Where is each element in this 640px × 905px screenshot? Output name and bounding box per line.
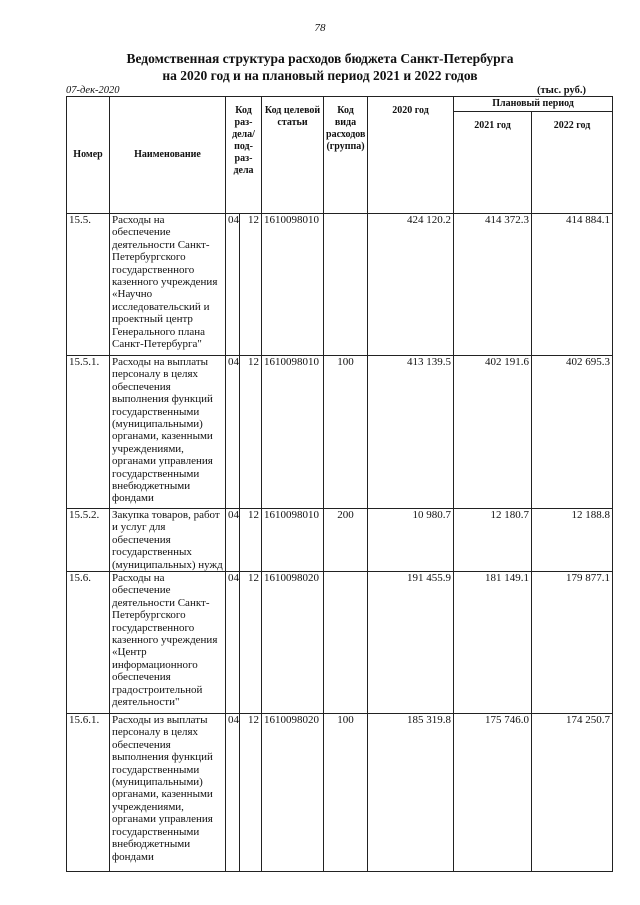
row-section: 04 bbox=[226, 572, 240, 714]
title-line-2: на 2020 год и на плановый период 2021 и 2022 годов bbox=[162, 68, 478, 83]
header-2021: 2021 год bbox=[454, 112, 532, 214]
row-number: 15.5.2. bbox=[67, 509, 110, 572]
row-2020: 413 139.5 bbox=[368, 356, 454, 509]
row-number: 15.6.1. bbox=[67, 714, 110, 872]
table-row bbox=[67, 509, 613, 572]
row-section: 04 bbox=[226, 714, 240, 872]
page-number: 78 bbox=[314, 22, 326, 34]
header-2022: 2022 год bbox=[532, 112, 613, 214]
row-name: Расходы на обеспечение деятельности Санкт-Петербургского государственного казенного учреждения «Научно исследовательский и проектный центр Генерального плана Санкт-Петербурга" bbox=[110, 214, 226, 356]
row-section: 04 bbox=[226, 509, 240, 572]
row-target: 1610098010 bbox=[262, 509, 324, 572]
header-name: Наименование bbox=[110, 97, 226, 214]
header-expense: Код вида расходов (группа) bbox=[324, 97, 368, 214]
row-target: 1610098010 bbox=[262, 214, 324, 356]
row-2020: 185 319.8 bbox=[368, 714, 454, 872]
row-2022: 174 250.7 bbox=[532, 714, 613, 872]
header-section: Код раз- дела/ под- раз- дела bbox=[226, 97, 262, 214]
row-2020: 424 120.2 bbox=[368, 214, 454, 356]
row-name: Расходы на выплаты персоналу в целях обеспечения выполнения функций государственными (муниципальными) органами, казенными учреждениями, органами управления государственными внебюджетными фондами bbox=[110, 356, 226, 509]
budget-table bbox=[66, 96, 613, 872]
row-target: 1610098020 bbox=[262, 572, 324, 714]
row-section: 04 bbox=[226, 356, 240, 509]
row-2020: 191 455.9 bbox=[368, 572, 454, 714]
row-2022: 179 877.1 bbox=[532, 572, 613, 714]
row-expense: 100 bbox=[324, 356, 368, 509]
row-expense bbox=[324, 214, 368, 356]
header-2020: 2020 год bbox=[368, 97, 454, 214]
title-line-1: Ведомственная структура расходов бюджета Санкт-Петербурга bbox=[126, 51, 514, 66]
row-2021: 175 746.0 bbox=[454, 714, 532, 872]
table-row bbox=[67, 714, 613, 872]
row-expense: 200 bbox=[324, 509, 368, 572]
table-row bbox=[67, 572, 613, 714]
row-name: Закупка товаров, работ и услуг для обеспечения государственных (муниципальных) нужд bbox=[110, 509, 226, 572]
header-target: Код целевой статьи bbox=[262, 97, 324, 214]
table-row bbox=[67, 356, 613, 509]
header-number: Номер bbox=[67, 97, 110, 214]
row-subsection: 12 bbox=[240, 714, 262, 872]
row-target: 1610098010 bbox=[262, 356, 324, 509]
table-row bbox=[67, 214, 613, 356]
row-subsection: 12 bbox=[240, 572, 262, 714]
row-section: 04 bbox=[226, 214, 240, 356]
row-number: 15.5.1. bbox=[67, 356, 110, 509]
row-number: 15.6. bbox=[67, 572, 110, 714]
row-subsection: 12 bbox=[240, 356, 262, 509]
document-date: 07-дек-2020 bbox=[66, 85, 120, 96]
document-title bbox=[0, 50, 640, 84]
row-2021: 414 372.3 bbox=[454, 214, 532, 356]
row-expense: 100 bbox=[324, 714, 368, 872]
row-name: Расходы на обеспечение деятельности Санкт-Петербургского государственного казенного учреждения «Центр информационного обеспечения градостроительной деятельности" bbox=[110, 572, 226, 714]
row-subsection: 12 bbox=[240, 509, 262, 572]
row-number: 15.5. bbox=[67, 214, 110, 356]
row-2022: 414 884.1 bbox=[532, 214, 613, 356]
units-label: (тыс. руб.) bbox=[537, 85, 586, 96]
row-2021: 181 149.1 bbox=[454, 572, 532, 714]
row-subsection: 12 bbox=[240, 214, 262, 356]
row-2020: 10 980.7 bbox=[368, 509, 454, 572]
row-2022: 402 695.3 bbox=[532, 356, 613, 509]
header-plan-period: Плановый период bbox=[454, 97, 613, 112]
row-name: Расходы из выплаты персоналу в целях обеспечения выполнения функций государственными (муниципальными) органами, казенными учреждениями, органами управления государственными внебюджетными фондами bbox=[110, 714, 226, 872]
row-2021: 12 180.7 bbox=[454, 509, 532, 572]
row-2022: 12 188.8 bbox=[532, 509, 613, 572]
row-target: 1610098020 bbox=[262, 714, 324, 872]
row-expense bbox=[324, 572, 368, 714]
row-2021: 402 191.6 bbox=[454, 356, 532, 509]
